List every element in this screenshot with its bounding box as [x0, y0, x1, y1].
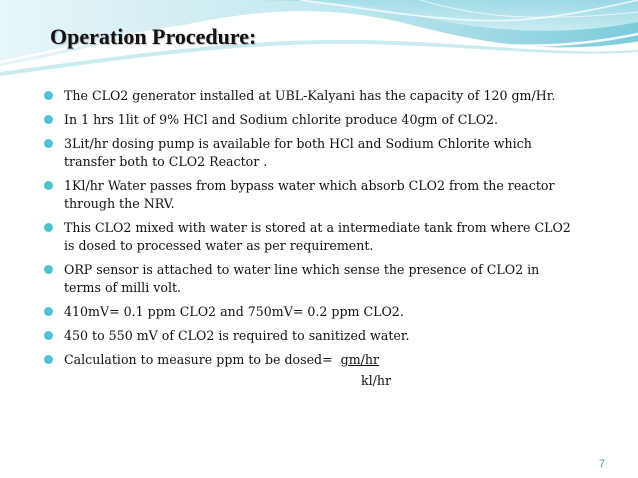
bullet-item [44, 219, 606, 255]
bullet-text-line: Calculation to measure ppm to be dosed= [64, 352, 341, 367]
bullet-dot-icon [44, 139, 53, 148]
bullet-text-line: through the NRV. [64, 196, 175, 211]
bullet-text-line: 410mV= 0.1 ppm CLO2 and 750mV= 0.2 ppm CLO2. [64, 304, 404, 319]
page-number: 7 [599, 458, 606, 470]
bullet-dot-icon [44, 223, 53, 232]
bullet-item [44, 261, 606, 297]
slide-title: Operation Procedure: [50, 24, 257, 49]
bullet-item [44, 87, 606, 105]
bullet-dot-icon [44, 355, 53, 364]
bullet-list [44, 87, 606, 375]
bullet-item [44, 111, 606, 129]
bullet-dot-icon [44, 265, 53, 274]
bullet-text-line: The CLO2 generator installed at UBL-Kalyani has the capacity of 120 gm/Hr. [64, 88, 556, 103]
bullet-item [44, 303, 606, 321]
bullet-text-line: 1Kl/hr Water passes from bypass water which absorb CLO2 from the reactor [64, 178, 555, 193]
bullet-text-line: 450 to 550 mV of CLO2 is required to sanitized water. [64, 328, 410, 343]
bullet-item [44, 177, 606, 213]
bullet-text-line: This CLO2 mixed with water is stored at a intermediate tank from where CLO2 [64, 220, 571, 235]
bullet-item [44, 327, 606, 345]
bullet-dot-icon [44, 115, 53, 124]
bullet-item [44, 351, 606, 369]
bullet-dot-icon [44, 91, 53, 100]
formula-denominator: kl/hr [361, 373, 392, 388]
bullet-text-line: In 1 hrs 1lit of 9% HCl and Sodium chlorite produce 40gm of CLO2. [64, 112, 499, 127]
bullet-text-line: terms of milli volt. [64, 280, 182, 295]
formula-numerator: gm/hr [340, 352, 380, 367]
bullet-text-line: ORP sensor is attached to water line which sense the presence of CLO2 in [64, 262, 540, 277]
bullet-text-line: is dosed to processed water as per requirement. [64, 238, 374, 253]
bullet-item [44, 135, 606, 171]
bullet-dot-icon [44, 307, 53, 316]
bullet-dot-icon [44, 181, 53, 190]
bullet-text-line: transfer both to CLO2 Reactor . [64, 154, 268, 169]
bullet-text-line: 3Lit/hr dosing pump is available for both HCl and Sodium Chlorite which [64, 136, 532, 151]
bullet-dot-icon [44, 331, 53, 340]
